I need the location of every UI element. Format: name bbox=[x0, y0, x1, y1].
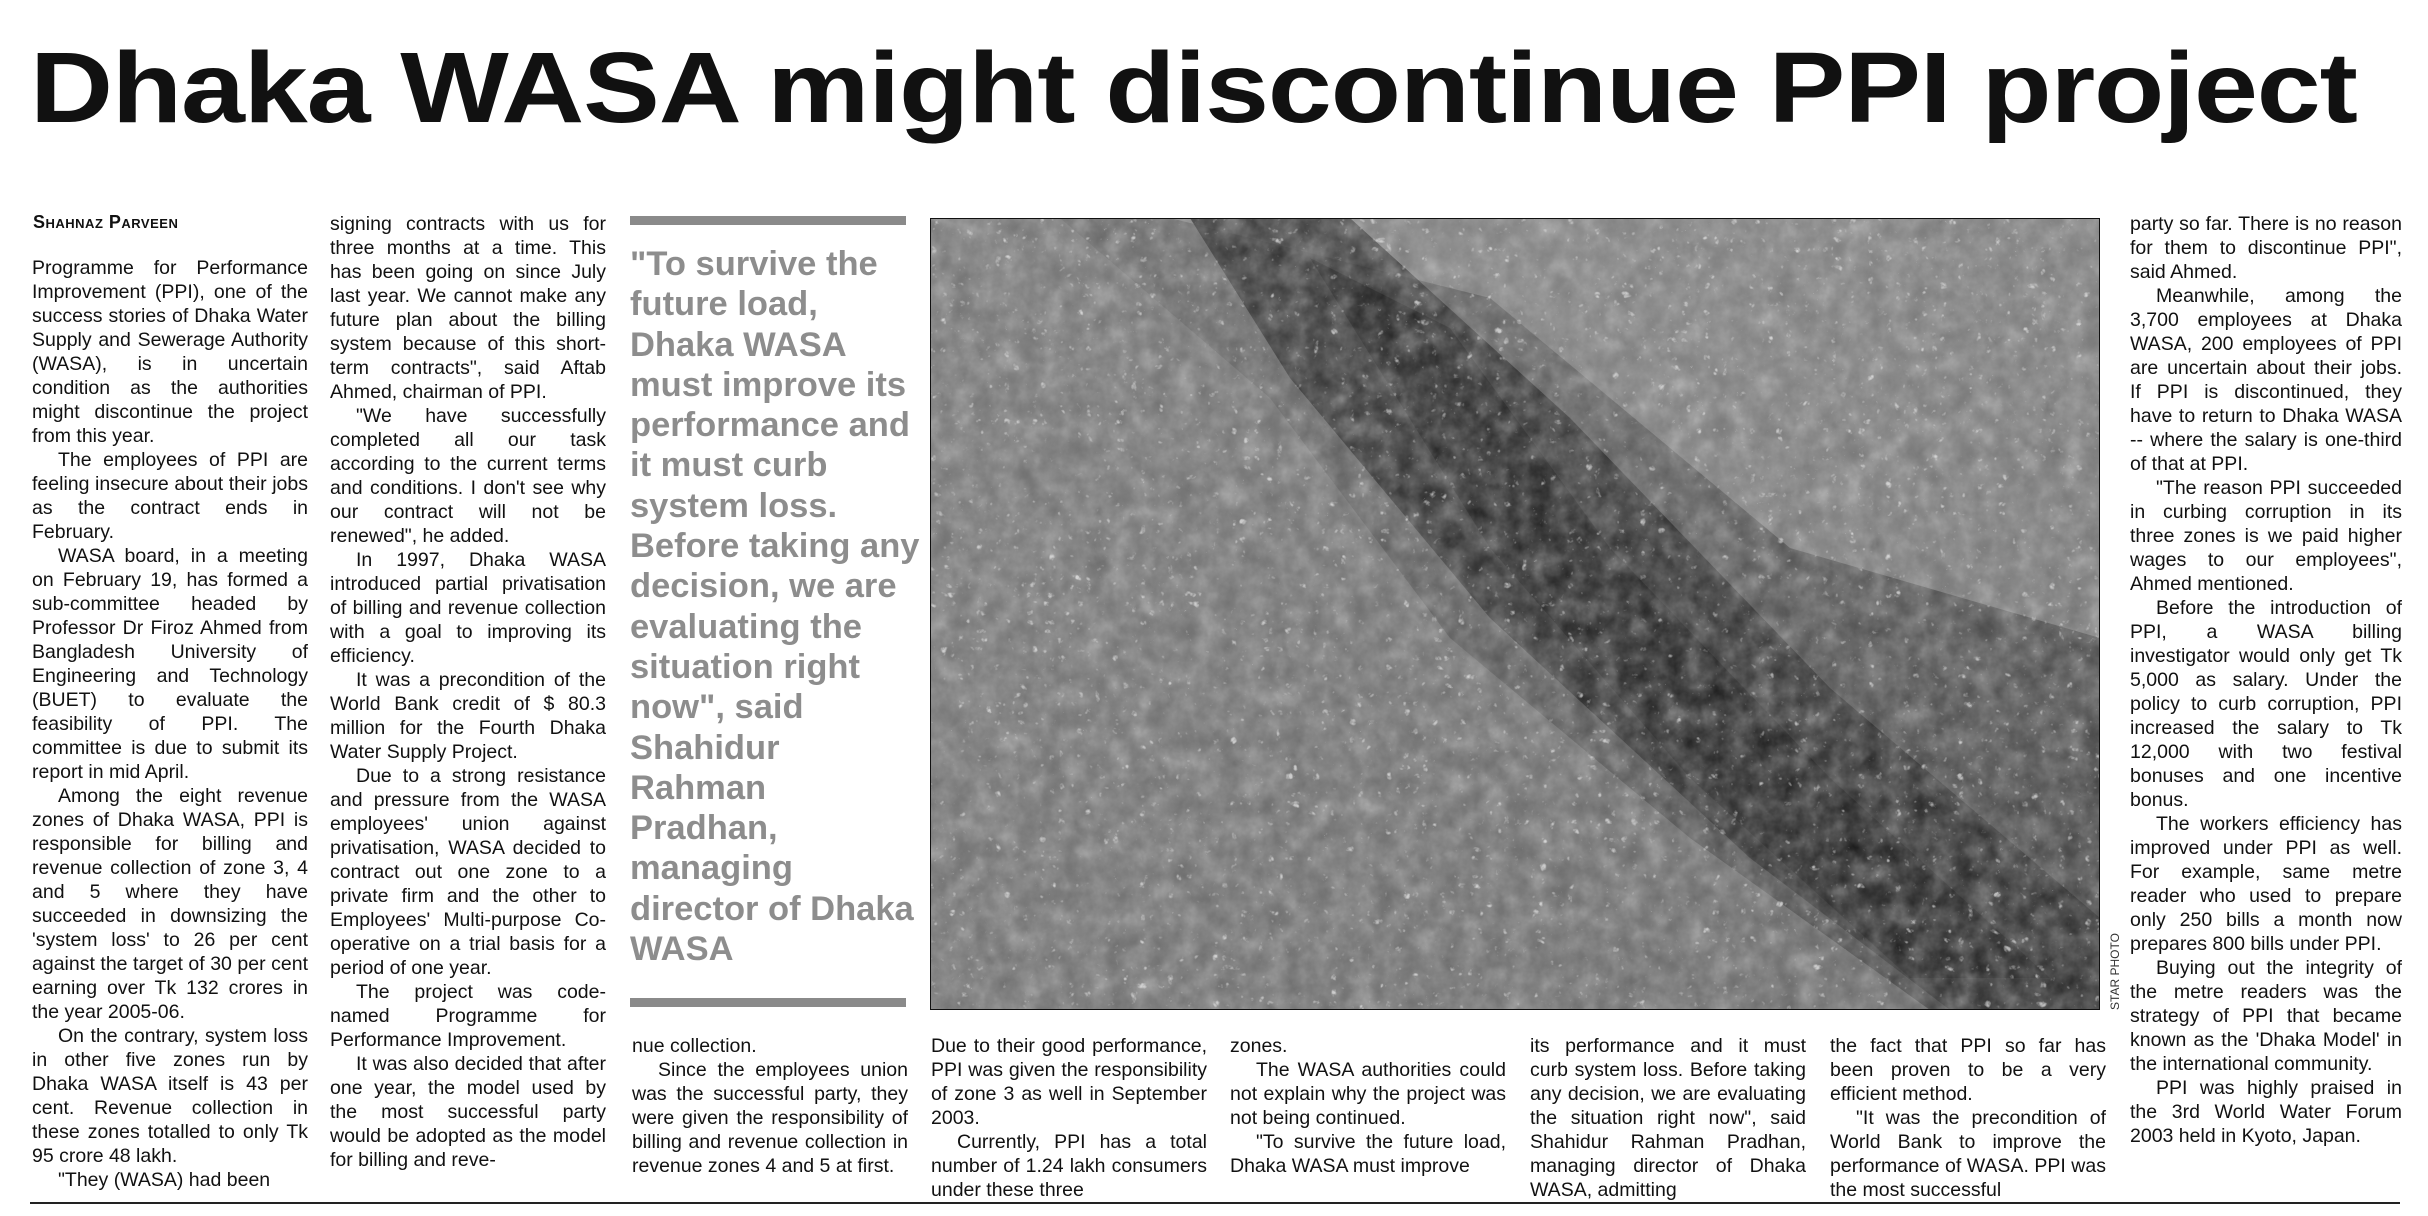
column-2 bbox=[330, 212, 606, 1202]
paragraph: Since the employees union was the successful party, they were given the responsibility of billing and revenue collection in revenue zones 4 and 5 at first. bbox=[632, 1059, 908, 1177]
bottom-rule bbox=[30, 1202, 2400, 1204]
pull-quote-bottom-rule bbox=[630, 998, 906, 1007]
water-splash-photo bbox=[930, 218, 2100, 1010]
paragraph: "They (WASA) had been bbox=[58, 1169, 271, 1191]
paragraph: The project was code-named Programme for Performance Improvement. bbox=[330, 981, 606, 1051]
column-4 bbox=[931, 1034, 1207, 1204]
paragraph: The workers efficiency has improved under PPI as well. For example, same metre reader who used to prepare only 250 bills a month now prepares 800 bills under PPI. bbox=[2130, 813, 2402, 955]
paragraph: "It was the precondition of World Bank to improve the performance of WASA. PPI was the most successful bbox=[1830, 1107, 2106, 1201]
column-1 bbox=[32, 256, 308, 1206]
paragraph: Before the introduction of PPI, a WASA billing investigator would only get Tk 5,000 as salary. Under the policy to curb corruption, PPI increased the salary to Tk 12,000 with two festival bonuses and one incentive bonus. bbox=[2130, 597, 2402, 811]
paragraph: The WASA authorities could not explain why the project was not being continued. bbox=[1230, 1059, 1506, 1129]
column-3 bbox=[632, 1034, 908, 1204]
paragraph: Meanwhile, among the 3,700 employees at Dhaka WASA, 200 employees of PPI are uncertain about their jobs. If PPI is discontinued, they have to return to Dhaka WASA -- where the salary is one-third of that at PPI. bbox=[2130, 285, 2402, 475]
paragraph: nue collection. bbox=[632, 1035, 757, 1057]
column-7 bbox=[1830, 1034, 2106, 1204]
paragraph: Due to their good performance, PPI was given the responsibility of zone 3 as well in September 2003. bbox=[931, 1035, 1207, 1129]
paragraph: Currently, PPI has a total number of 1.24 lakh consumers under these three bbox=[931, 1131, 1207, 1201]
paragraph: Buying out the integrity of the metre readers was the strategy of PPI that became known as the 'Dhaka Model' in the international community. bbox=[2130, 957, 2402, 1075]
paragraph: In 1997, Dhaka WASA introduced partial privatisation of billing and revenue collection with a goal to improving its efficiency. bbox=[330, 549, 606, 667]
byline: Shahnaz Parveen bbox=[33, 212, 179, 232]
pull-quote: "To survive the future load, Dhaka WASA must improve its performance and it must curb system loss. Before taking any decision, we are evaluating the situation right now", said Shahidur Rahman Pradhan, managing director of Dhaka WASA bbox=[630, 245, 920, 969]
paragraph: PPI was highly praised in the 3rd World Water Forum 2003 held in Kyoto, Japan. bbox=[2130, 1077, 2402, 1147]
column-6 bbox=[1530, 1034, 1806, 1204]
paragraph: WASA board, in a meeting on February 19, has formed a sub-committee headed by Professor Dr Firoz Ahmed from Bangladesh University of Engineering and Technology (BUET) to evaluate the feasibility of PPI. The committee is due to submit its report in mid April. bbox=[32, 545, 308, 783]
paragraph: Programme for Performance Improvement (PPI), one of the success stories of Dhaka Water Supply and Sewerage Authority (WASA), is in uncertain condition as the authorities might discontinue the project from this year. bbox=[32, 257, 308, 447]
paragraph: Among the eight revenue zones of Dhaka WASA, PPI is responsible for billing and revenue collection of zone 3, 4 and 5 where they have succeeded in downsizing the 'system loss' to 26 per cent against the target of 30 per cent earning over Tk 132 crores in the year 2005-06. bbox=[32, 785, 308, 1023]
paragraph: The employees of PPI are feeling insecure about their jobs as the contract ends in February. bbox=[32, 449, 308, 543]
paragraph: Due to a strong resistance and pressure from the WASA employees' union against privatisation, WASA decided to contract out one zone to a private firm and the other to Employees' Multi-purpose Co-operative on a trial basis for a period of one year. bbox=[330, 765, 606, 979]
pull-quote-top-rule bbox=[630, 216, 906, 225]
paragraph: the fact that PPI so far has been proven to be a very efficient method. bbox=[1830, 1035, 2106, 1105]
column-8 bbox=[2130, 212, 2402, 1202]
column-5 bbox=[1230, 1034, 1506, 1204]
paragraph: On the contrary, system loss in other five zones run by Dhaka WASA itself is 43 per cent. Revenue collection in these zones totalled to only Tk 95 crore 48 lakh. bbox=[32, 1025, 308, 1167]
paragraph: zones. bbox=[1230, 1035, 1288, 1057]
paragraph: It was also decided that after one year, the model used by the most successful party would be adopted as the model for billing and reve- bbox=[330, 1053, 606, 1171]
paragraph: It was a precondition of the World Bank credit of $ 80.3 million for the Fourth Dhaka Water Supply Project. bbox=[330, 669, 606, 763]
headline: Dhaka WASA might discontinue PPI project bbox=[30, 32, 2357, 144]
paragraph: signing contracts with us for three months at a time. This has been going on since July last year. We cannot make any future plan about the billing system because of this short-term contracts", said Aftab Ahmed, chairman of PPI. bbox=[330, 213, 606, 403]
paragraph: "To survive the future load, Dhaka WASA must improve bbox=[1230, 1131, 1506, 1177]
paragraph: "We have successfully completed all our task according to the current terms and conditions. I don't see why our contract will not be renewed", he added. bbox=[330, 405, 606, 547]
paragraph: its performance and it must curb system loss. Before taking any decision, we are evaluating the situation right now", said Shahidur Rahman Pradhan, managing director of Dhaka WASA, admitting bbox=[1530, 1035, 1806, 1201]
photo-credit: STAR PHOTO bbox=[2108, 933, 2122, 1010]
paragraph: party so far. There is no reason for them to discontinue PPI", said Ahmed. bbox=[2130, 213, 2402, 283]
paragraph: "The reason PPI succeeded in curbing corruption in its three zones is we paid higher wages to our employees", Ahmed mentioned. bbox=[2130, 477, 2402, 595]
